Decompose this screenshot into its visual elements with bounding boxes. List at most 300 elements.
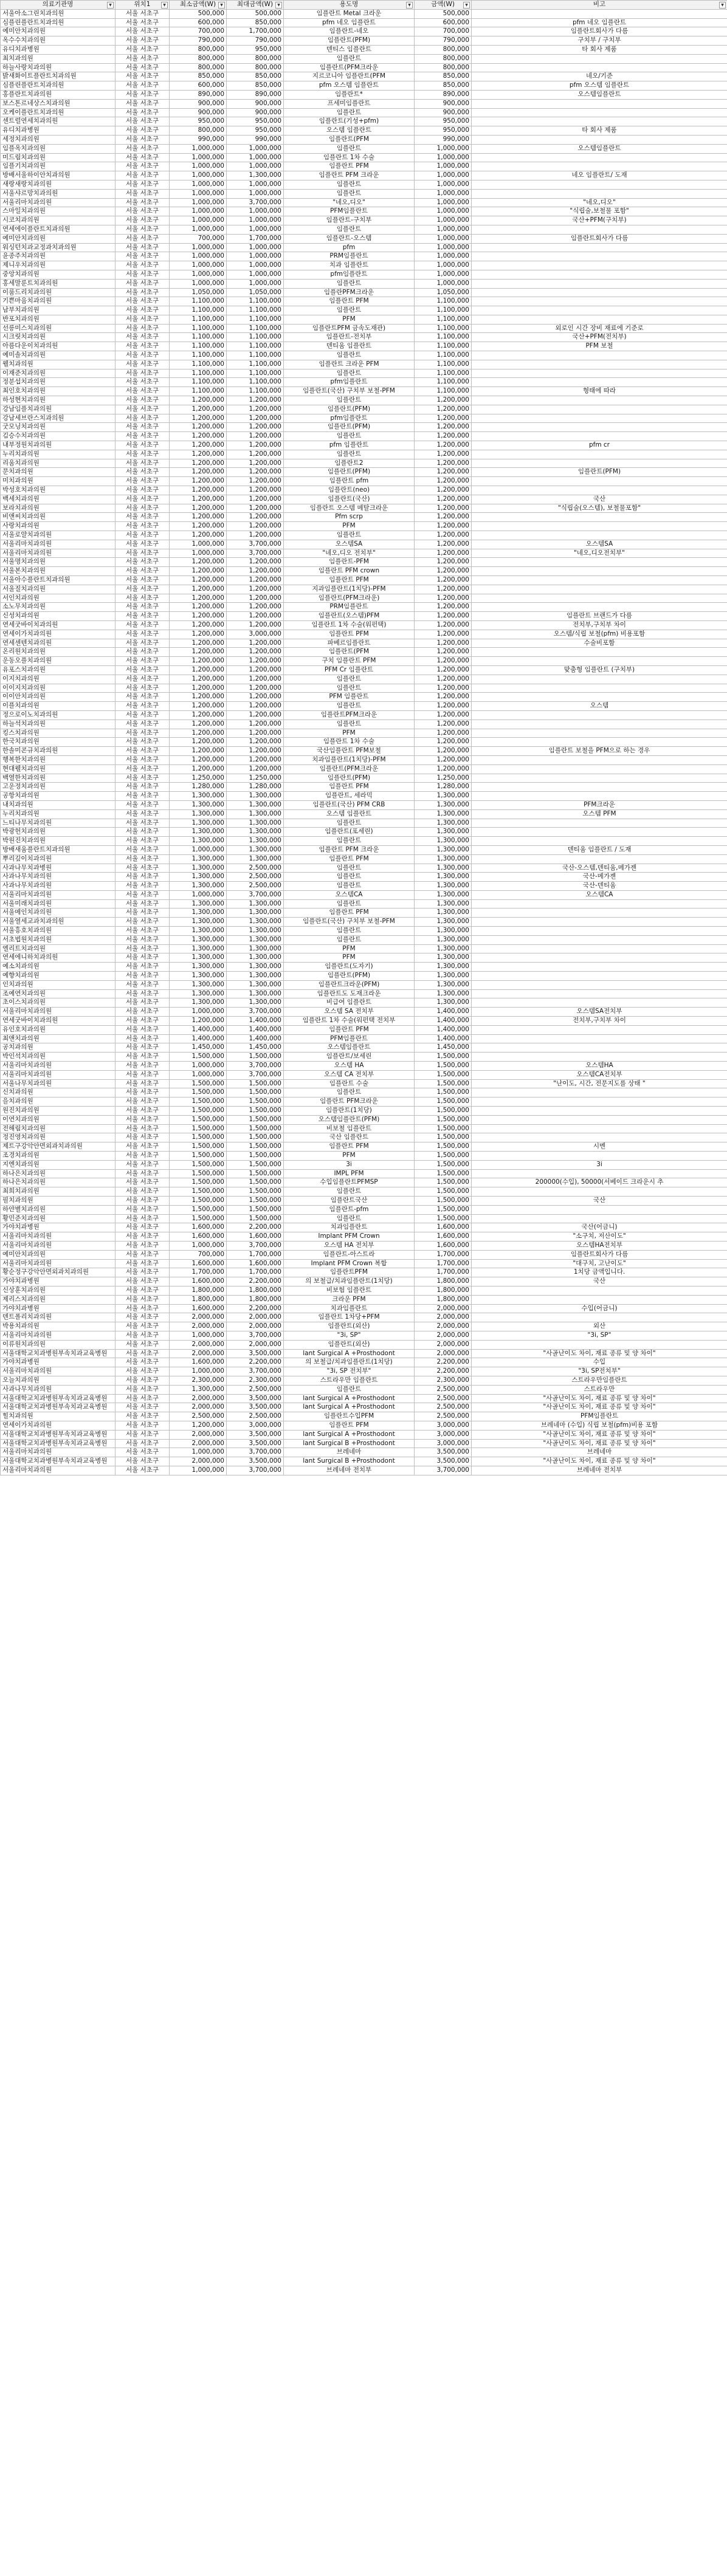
cell-usage[interactable]: 임플란트 크라운 PFM <box>284 360 415 369</box>
cell-location[interactable]: 서울 서초구 <box>115 620 170 630</box>
cell-min[interactable]: 1,200,000 <box>170 684 227 693</box>
cell-max[interactable]: 1,800,000 <box>227 1295 284 1304</box>
cell-location[interactable]: 서울 서초구 <box>115 603 170 612</box>
cell-name[interactable]: 센트럴연세치과의원 <box>1 117 115 126</box>
cell-usage[interactable]: 임플란트(외산) <box>284 1340 415 1349</box>
cell-amount[interactable]: 3,500,000 <box>415 1457 472 1466</box>
table-row[interactable] <box>1 1152 727 1161</box>
cell-name[interactable]: 시코치과의원 <box>1 216 115 225</box>
table-row[interactable] <box>1 495 727 504</box>
cell-note[interactable]: 구치부 / 구치부 <box>472 36 727 46</box>
cell-max[interactable]: 1,000,000 <box>227 189 284 198</box>
table-row[interactable] <box>1 1088 727 1097</box>
cell-usage[interactable]: 의 보철급/치과임플란트(1치당) <box>284 1277 415 1286</box>
cell-note[interactable]: 전치부,구치부 차이 <box>472 620 727 630</box>
cell-usage[interactable]: 임플란트(오스템)PFM <box>284 612 415 621</box>
cell-name[interactable]: 덴트폴리치과의원 <box>1 1313 115 1322</box>
cell-note[interactable]: "난이도, 시간, 전문지도를 상태 " <box>472 1079 727 1088</box>
cell-location[interactable]: 서울 서초구 <box>115 819 170 828</box>
cell-max[interactable]: 1,500,000 <box>227 1214 284 1223</box>
cell-max[interactable]: 1,100,000 <box>227 324 284 333</box>
cell-max[interactable]: 3,500,000 <box>227 1394 284 1403</box>
cell-usage[interactable]: PFM <box>284 729 415 738</box>
cell-min[interactable]: 1,200,000 <box>170 423 227 432</box>
cell-usage[interactable]: 임플란트-PFM <box>284 558 415 567</box>
cell-max[interactable]: 1,200,000 <box>227 504 284 513</box>
cell-amount[interactable]: 1,300,000 <box>415 899 472 908</box>
cell-note[interactable] <box>472 693 727 702</box>
cell-name[interactable]: 뿌리깊이치과의원 <box>1 854 115 864</box>
cell-location[interactable]: 서울 서초구 <box>115 1205 170 1214</box>
cell-max[interactable]: 990,000 <box>227 135 284 144</box>
cell-max[interactable]: 1,000,000 <box>227 243 284 252</box>
cell-amount[interactable]: 1,200,000 <box>415 594 472 603</box>
cell-location[interactable]: 서울 서초구 <box>115 1421 170 1430</box>
cell-amount[interactable]: 1,200,000 <box>415 747 472 756</box>
cell-location[interactable]: 서울 서초구 <box>115 1124 170 1133</box>
cell-usage[interactable]: 치과임플란트(1치당)-PFM <box>284 755 415 764</box>
cell-location[interactable]: 서울 서초구 <box>115 423 170 432</box>
cell-min[interactable]: 1,200,000 <box>170 468 227 477</box>
cell-name[interactable]: 이지치과의원 <box>1 675 115 684</box>
cell-min[interactable]: 1,200,000 <box>170 405 227 414</box>
cell-usage[interactable]: pfm임플란트 <box>284 378 415 387</box>
cell-name[interactable]: 백세치과의원 <box>1 495 115 504</box>
cell-min[interactable]: 1,200,000 <box>170 764 227 774</box>
table-row[interactable] <box>1 935 727 944</box>
table-row[interactable] <box>1 1178 727 1187</box>
filter-dropdown-icon[interactable]: ▼ <box>161 2 168 9</box>
cell-note[interactable]: 임플란트회사가 다름 <box>472 234 727 243</box>
cell-usage[interactable]: 임플란트 수술 <box>284 1079 415 1088</box>
cell-max[interactable]: 1,500,000 <box>227 1169 284 1178</box>
cell-amount[interactable]: 1,200,000 <box>415 432 472 441</box>
cell-location[interactable]: 서울 서초구 <box>115 864 170 873</box>
cell-name[interactable]: 예미안치과의원 <box>1 27 115 36</box>
table-row[interactable] <box>1 657 727 666</box>
table-row[interactable] <box>1 648 727 657</box>
cell-name[interactable]: 제니우치과의원 <box>1 261 115 270</box>
cell-note[interactable] <box>472 594 727 603</box>
cell-note[interactable]: "네오,디오전치부" <box>472 549 727 558</box>
cell-amount[interactable]: 1,400,000 <box>415 1017 472 1026</box>
cell-min[interactable]: 1,500,000 <box>170 1124 227 1133</box>
table-row[interactable] <box>1 819 727 828</box>
cell-location[interactable]: 서울 서초구 <box>115 1403 170 1412</box>
cell-usage[interactable]: 임플란트 <box>284 54 415 63</box>
cell-location[interactable]: 서울 서초구 <box>115 684 170 693</box>
cell-max[interactable]: 1,200,000 <box>227 747 284 756</box>
table-row[interactable] <box>1 1062 727 1071</box>
cell-location[interactable]: 서울 서초구 <box>115 1079 170 1088</box>
cell-note[interactable]: 3i <box>472 1160 727 1169</box>
cell-max[interactable]: 1,200,000 <box>227 414 284 423</box>
cell-location[interactable]: 서울 서초구 <box>115 405 170 414</box>
cell-note[interactable] <box>472 657 727 666</box>
table-row[interactable] <box>1 1313 727 1322</box>
cell-note[interactable]: 네오 임플란트/ 도재 <box>472 171 727 180</box>
cell-name[interactable]: 가야치과병원 <box>1 1223 115 1232</box>
cell-location[interactable]: 서울 서초구 <box>115 755 170 764</box>
cell-usage[interactable]: PFM <box>284 944 415 953</box>
cell-usage[interactable]: 비보험 임플란트 <box>284 1286 415 1295</box>
cell-location[interactable]: 서울 서초구 <box>115 1385 170 1394</box>
cell-name[interactable]: 보라치과의원 <box>1 504 115 513</box>
cell-name[interactable]: 가야치과병원 <box>1 1304 115 1313</box>
cell-location[interactable]: 서울 서초구 <box>115 315 170 324</box>
cell-amount[interactable]: 1,600,000 <box>415 1223 472 1232</box>
cell-max[interactable]: 1,600,000 <box>227 1232 284 1242</box>
cell-location[interactable]: 서울 서초구 <box>115 576 170 585</box>
cell-max[interactable]: 1,800,000 <box>227 1286 284 1295</box>
table-row[interactable] <box>1 989 727 998</box>
cell-location[interactable]: 서울 서초구 <box>115 1196 170 1205</box>
cell-max[interactable]: 1,000,000 <box>227 225 284 234</box>
cell-amount[interactable]: 2,000,000 <box>415 1331 472 1340</box>
cell-min[interactable]: 1,300,000 <box>170 819 227 828</box>
cell-name[interactable]: 하얀별치과의원 <box>1 1205 115 1214</box>
table-row[interactable] <box>1 864 727 873</box>
cell-min[interactable]: 1,200,000 <box>170 432 227 441</box>
cell-min[interactable]: 1,100,000 <box>170 306 227 315</box>
cell-min[interactable]: 1,000,000 <box>170 243 227 252</box>
cell-location[interactable]: 서울 서초구 <box>115 1097 170 1107</box>
cell-min[interactable]: 1,500,000 <box>170 1115 227 1124</box>
cell-max[interactable]: 3,500,000 <box>227 1457 284 1466</box>
cell-usage[interactable]: 임플란트 오스템 메탈크라운 <box>284 504 415 513</box>
cell-location[interactable]: 서울 서초구 <box>115 108 170 117</box>
cell-usage[interactable]: 임플란트(도자기) <box>284 963 415 972</box>
cell-usage[interactable]: 오스템CA <box>284 890 415 899</box>
cell-name[interactable]: 하늘석치과의원 <box>1 720 115 729</box>
cell-max[interactable]: 1,500,000 <box>227 1088 284 1097</box>
table-row[interactable] <box>1 603 727 612</box>
cell-usage[interactable]: 임플란트 <box>284 369 415 378</box>
table-row[interactable] <box>1 108 727 117</box>
cell-location[interactable]: 서울 서초구 <box>115 558 170 567</box>
cell-min[interactable]: 1,200,000 <box>170 414 227 423</box>
table-row[interactable] <box>1 890 727 899</box>
cell-min[interactable]: 700,000 <box>170 1250 227 1259</box>
cell-location[interactable]: 서울 서초구 <box>115 702 170 711</box>
cell-note[interactable] <box>472 531 727 540</box>
cell-amount[interactable]: 1,500,000 <box>415 1107 472 1116</box>
cell-max[interactable]: 1,200,000 <box>227 738 284 747</box>
cell-location[interactable]: 서울 서초구 <box>115 1457 170 1466</box>
cell-min[interactable]: 1,000,000 <box>170 252 227 261</box>
cell-location[interactable]: 서울 서초구 <box>115 980 170 989</box>
cell-amount[interactable]: 1,200,000 <box>415 576 472 585</box>
cell-note[interactable]: pfm 네오 임플란트 <box>472 18 727 27</box>
cell-max[interactable]: 1,050,000 <box>227 288 284 297</box>
table-row[interactable] <box>1 953 727 963</box>
table-row[interactable] <box>1 1187 727 1197</box>
cell-max[interactable]: 1,500,000 <box>227 1205 284 1214</box>
cell-usage[interactable]: 임플란트 <box>284 144 415 153</box>
cell-location[interactable]: 서울 서초구 <box>115 1259 170 1268</box>
cell-max[interactable]: 800,000 <box>227 63 284 72</box>
cell-note[interactable]: 타 회사 제품 <box>472 126 727 136</box>
cell-location[interactable]: 서울 서초구 <box>115 1043 170 1053</box>
cell-location[interactable]: 서울 서초구 <box>115 225 170 234</box>
cell-usage[interactable]: PRM임플란트 <box>284 603 415 612</box>
cell-max[interactable]: 2,200,000 <box>227 1358 284 1367</box>
cell-min[interactable]: 1,500,000 <box>170 1088 227 1097</box>
cell-min[interactable]: 1,000,000 <box>170 1466 227 1475</box>
cell-usage[interactable]: IMPL PFM <box>284 1169 415 1178</box>
cell-max[interactable]: 1,000,000 <box>227 144 284 153</box>
cell-min[interactable]: 1,500,000 <box>170 1178 227 1187</box>
cell-amount[interactable]: 1,300,000 <box>415 963 472 972</box>
cell-amount[interactable]: 2,500,000 <box>415 1403 472 1412</box>
cell-min[interactable]: 1,500,000 <box>170 1152 227 1161</box>
cell-min[interactable]: 1,100,000 <box>170 387 227 396</box>
cell-name[interactable]: 서울대학교치과병원부속치과교육병원 <box>1 1457 115 1466</box>
cell-name[interactable]: 서울질치과의원 <box>1 585 115 594</box>
cell-max[interactable]: 1,700,000 <box>227 234 284 243</box>
cell-amount[interactable]: 1,200,000 <box>415 459 472 468</box>
cell-location[interactable]: 서울 서초구 <box>115 18 170 27</box>
cell-usage[interactable]: 임플란트 <box>284 1214 415 1223</box>
table-row[interactable] <box>1 342 727 351</box>
cell-name[interactable]: 서울리마치과의원 <box>1 1331 115 1340</box>
cell-name[interactable]: 정으로이노치과의원 <box>1 710 115 720</box>
cell-min[interactable]: 2,000,000 <box>170 1430 227 1439</box>
cell-note[interactable] <box>472 567 727 576</box>
cell-location[interactable]: 서울 서초구 <box>115 135 170 144</box>
cell-amount[interactable]: 1,500,000 <box>415 1214 472 1223</box>
table-row[interactable] <box>1 135 727 144</box>
cell-name[interactable]: 정분섭치과의원 <box>1 378 115 387</box>
cell-note[interactable] <box>472 63 727 72</box>
cell-location[interactable]: 서울 서초구 <box>115 1286 170 1295</box>
table-row[interactable] <box>1 1017 727 1026</box>
filter-dropdown-icon[interactable]: ▼ <box>719 2 726 9</box>
cell-max[interactable]: 1,200,000 <box>227 702 284 711</box>
cell-amount[interactable]: 1,500,000 <box>415 1115 472 1124</box>
cell-usage[interactable]: 오스템 SA 전치부 <box>284 1008 415 1017</box>
cell-note[interactable] <box>472 180 727 189</box>
cell-max[interactable]: 890,000 <box>227 90 284 99</box>
cell-amount[interactable]: 1,700,000 <box>415 1259 472 1268</box>
cell-name[interactable]: 서울리마치과의원 <box>1 1241 115 1250</box>
cell-note[interactable]: "사골난이도 차이, 재료 종류 및 양 차이" <box>472 1430 727 1439</box>
cell-location[interactable]: 서울 서초구 <box>115 486 170 495</box>
cell-location[interactable]: 서울 서초구 <box>115 369 170 378</box>
cell-min[interactable]: 1,200,000 <box>170 612 227 621</box>
cell-usage[interactable]: "3i, SP 전치부" <box>284 1367 415 1376</box>
cell-usage[interactable]: 의 보철급/치과임플란트(1치당) <box>284 1358 415 1367</box>
cell-location[interactable]: 서울 서초구 <box>115 837 170 846</box>
cell-max[interactable]: 1,300,000 <box>227 854 284 864</box>
cell-name[interactable]: 서인치과의원 <box>1 594 115 603</box>
cell-amount[interactable]: 1,300,000 <box>415 819 472 828</box>
table-row[interactable] <box>1 72 727 81</box>
cell-name[interactable]: 밝새화이트플란트치과의원 <box>1 72 115 81</box>
cell-usage[interactable]: 임플란트(PFM) <box>284 36 415 46</box>
cell-location[interactable]: 서울 서초구 <box>115 998 170 1008</box>
cell-note[interactable] <box>472 1107 727 1116</box>
cell-location[interactable]: 서울 서초구 <box>115 1214 170 1223</box>
cell-min[interactable]: 1,300,000 <box>170 927 227 936</box>
cell-name[interactable]: 제리스치과의원 <box>1 1295 115 1304</box>
cell-min[interactable]: 600,000 <box>170 81 227 91</box>
cell-min[interactable]: 1,500,000 <box>170 1205 227 1214</box>
cell-amount[interactable]: 890,000 <box>415 90 472 99</box>
cell-note[interactable]: "사골난이도 차이, 재료 종류 및 양 차이" <box>472 1403 727 1412</box>
cell-amount[interactable]: 1,280,000 <box>415 783 472 792</box>
cell-note[interactable] <box>472 396 727 405</box>
cell-usage[interactable]: 임플란트PFM크라운 <box>284 710 415 720</box>
cell-name[interactable]: 이재준치과의원 <box>1 369 115 378</box>
cell-name[interactable]: 서울리마치과의원 <box>1 1367 115 1376</box>
cell-amount[interactable]: 1,500,000 <box>415 1133 472 1142</box>
cell-max[interactable]: 1,280,000 <box>227 783 284 792</box>
cell-name[interactable]: 을치과의원 <box>1 1097 115 1107</box>
cell-name[interactable]: 옥수수치과의원 <box>1 36 115 46</box>
cell-max[interactable]: 1,200,000 <box>227 755 284 764</box>
cell-min[interactable]: 1,600,000 <box>170 1223 227 1232</box>
table-row[interactable] <box>1 324 727 333</box>
cell-min[interactable]: 1,000,000 <box>170 1241 227 1250</box>
cell-location[interactable]: 서울 서초구 <box>115 854 170 864</box>
table-row[interactable] <box>1 216 727 225</box>
cell-location[interactable]: 서울 서초구 <box>115 1241 170 1250</box>
table-row[interactable] <box>1 315 727 324</box>
cell-note[interactable]: 브레네마 <box>472 1448 727 1457</box>
cell-amount[interactable]: 1,500,000 <box>415 1169 472 1178</box>
cell-location[interactable]: 서울 서초구 <box>115 549 170 558</box>
cell-amount[interactable]: 1,500,000 <box>415 1124 472 1133</box>
cell-name[interactable]: 서울리마치과의원 <box>1 540 115 549</box>
cell-location[interactable]: 서울 서초구 <box>115 828 170 837</box>
cell-min[interactable]: 900,000 <box>170 99 227 108</box>
cell-min[interactable]: 900,000 <box>170 108 227 117</box>
cell-note[interactable]: 덴티움 임플란트 / 도재 <box>472 845 727 854</box>
cell-min[interactable]: 1,200,000 <box>170 675 227 684</box>
cell-amount[interactable]: 1,300,000 <box>415 927 472 936</box>
cell-min[interactable]: 1,300,000 <box>170 908 227 918</box>
cell-note[interactable] <box>472 513 727 522</box>
table-row[interactable] <box>1 153 727 162</box>
cell-usage[interactable]: 임플란트-오스템 <box>284 234 415 243</box>
table-row[interactable] <box>1 585 727 594</box>
cell-max[interactable]: 1,300,000 <box>227 963 284 972</box>
table-row[interactable] <box>1 927 727 936</box>
cell-note[interactable]: 형태에 따라 <box>472 387 727 396</box>
cell-note[interactable]: 임플란트회사가 다름 <box>472 1250 727 1259</box>
cell-amount[interactable]: 1,100,000 <box>415 360 472 369</box>
table-row[interactable] <box>1 144 727 153</box>
cell-note[interactable]: "사골난이도 차이, 재료 종류 및 양 차이" <box>472 1439 727 1448</box>
cell-amount[interactable]: 1,100,000 <box>415 306 472 315</box>
table-row[interactable] <box>1 351 727 360</box>
cell-name[interactable]: 지엔치과의원 <box>1 1160 115 1169</box>
cell-min[interactable]: 1,050,000 <box>170 288 227 297</box>
cell-note[interactable] <box>472 603 727 612</box>
cell-note[interactable] <box>472 935 727 944</box>
cell-amount[interactable]: 1,400,000 <box>415 1034 472 1043</box>
table-row[interactable] <box>1 531 727 540</box>
table-row[interactable] <box>1 963 727 972</box>
cell-usage[interactable]: 임플란트 <box>284 675 415 684</box>
cell-name[interactable]: 굿모닝치과의원 <box>1 423 115 432</box>
cell-usage[interactable]: 국산 임플란트 <box>284 1133 415 1142</box>
cell-name[interactable]: 원진치과의원 <box>1 1107 115 1116</box>
cell-note[interactable]: "식립술(오스템), 보철물포함" <box>472 504 727 513</box>
cell-name[interactable]: 웰치과의원 <box>1 360 115 369</box>
cell-usage[interactable]: lant Surgical A +Prosthodont <box>284 1403 415 1412</box>
cell-location[interactable]: 서울 서초구 <box>115 612 170 621</box>
cell-note[interactable] <box>472 1187 727 1197</box>
table-row[interactable] <box>1 405 727 414</box>
cell-min[interactable]: 1,600,000 <box>170 1358 227 1367</box>
cell-usage[interactable]: 임플란트 PFM <box>284 630 415 639</box>
cell-note[interactable]: 오스템SA <box>472 540 727 549</box>
cell-note[interactable] <box>472 486 727 495</box>
table-row[interactable] <box>1 90 727 99</box>
cell-note[interactable]: 오스템CA전치부 <box>472 1070 727 1079</box>
cell-max[interactable]: 1,500,000 <box>227 1178 284 1187</box>
cell-note[interactable] <box>472 1124 727 1133</box>
cell-note[interactable]: 오스템 <box>472 702 727 711</box>
cell-note[interactable]: 임플란트(PFM) <box>472 468 727 477</box>
cell-amount[interactable]: 1,000,000 <box>415 234 472 243</box>
cell-min[interactable]: 1,280,000 <box>170 783 227 792</box>
cell-location[interactable]: 서울 서초구 <box>115 873 170 882</box>
cell-min[interactable]: 1,200,000 <box>170 450 227 459</box>
cell-usage[interactable]: "3i, SP" <box>284 1331 415 1340</box>
cell-location[interactable]: 서울 서초구 <box>115 1160 170 1169</box>
cell-amount[interactable]: 2,200,000 <box>415 1367 472 1376</box>
cell-location[interactable]: 서울 서초구 <box>115 783 170 792</box>
cell-amount[interactable]: 2,000,000 <box>415 1322 472 1331</box>
table-row[interactable] <box>1 162 727 171</box>
cell-max[interactable]: 1,500,000 <box>227 1160 284 1169</box>
cell-max[interactable]: 2,500,000 <box>227 1385 284 1394</box>
cell-amount[interactable]: 1,200,000 <box>415 414 472 423</box>
cell-name[interactable]: 서울리마치과의원 <box>1 1448 115 1457</box>
cell-note[interactable]: 국산-덴티움 <box>472 882 727 891</box>
cell-amount[interactable]: 3,000,000 <box>415 1430 472 1439</box>
cell-note[interactable]: 국산 <box>472 1277 727 1286</box>
table-row[interactable] <box>1 845 727 854</box>
cell-location[interactable]: 서울 서초구 <box>115 342 170 351</box>
cell-name[interactable]: 서울리마치과의원 <box>1 549 115 558</box>
cell-max[interactable]: 1,500,000 <box>227 1142 284 1152</box>
cell-location[interactable]: 서울 서초구 <box>115 774 170 783</box>
cell-amount[interactable]: 1,200,000 <box>415 720 472 729</box>
cell-location[interactable]: 서울 서초구 <box>115 1223 170 1232</box>
cell-max[interactable]: 1,200,000 <box>227 639 284 648</box>
cell-amount[interactable]: 950,000 <box>415 126 472 136</box>
cell-note[interactable] <box>472 792 727 801</box>
cell-amount[interactable]: 1,200,000 <box>415 558 472 567</box>
cell-max[interactable]: 1,300,000 <box>227 800 284 809</box>
cell-note[interactable] <box>472 1340 727 1349</box>
table-row[interactable] <box>1 1223 727 1232</box>
cell-location[interactable]: 서울 서초구 <box>115 665 170 675</box>
cell-min[interactable]: 1,500,000 <box>170 1169 227 1178</box>
cell-location[interactable]: 서울 서초구 <box>115 144 170 153</box>
cell-location[interactable]: 서울 서초구 <box>115 351 170 360</box>
cell-note[interactable]: "네오,디오" <box>472 198 727 207</box>
table-row[interactable] <box>1 1205 727 1214</box>
cell-name[interactable]: 선릉미스치과의원 <box>1 324 115 333</box>
cell-amount[interactable]: 1,300,000 <box>415 989 472 998</box>
cell-max[interactable]: 1,300,000 <box>227 972 284 981</box>
cell-location[interactable]: 서울 서초구 <box>115 1268 170 1277</box>
